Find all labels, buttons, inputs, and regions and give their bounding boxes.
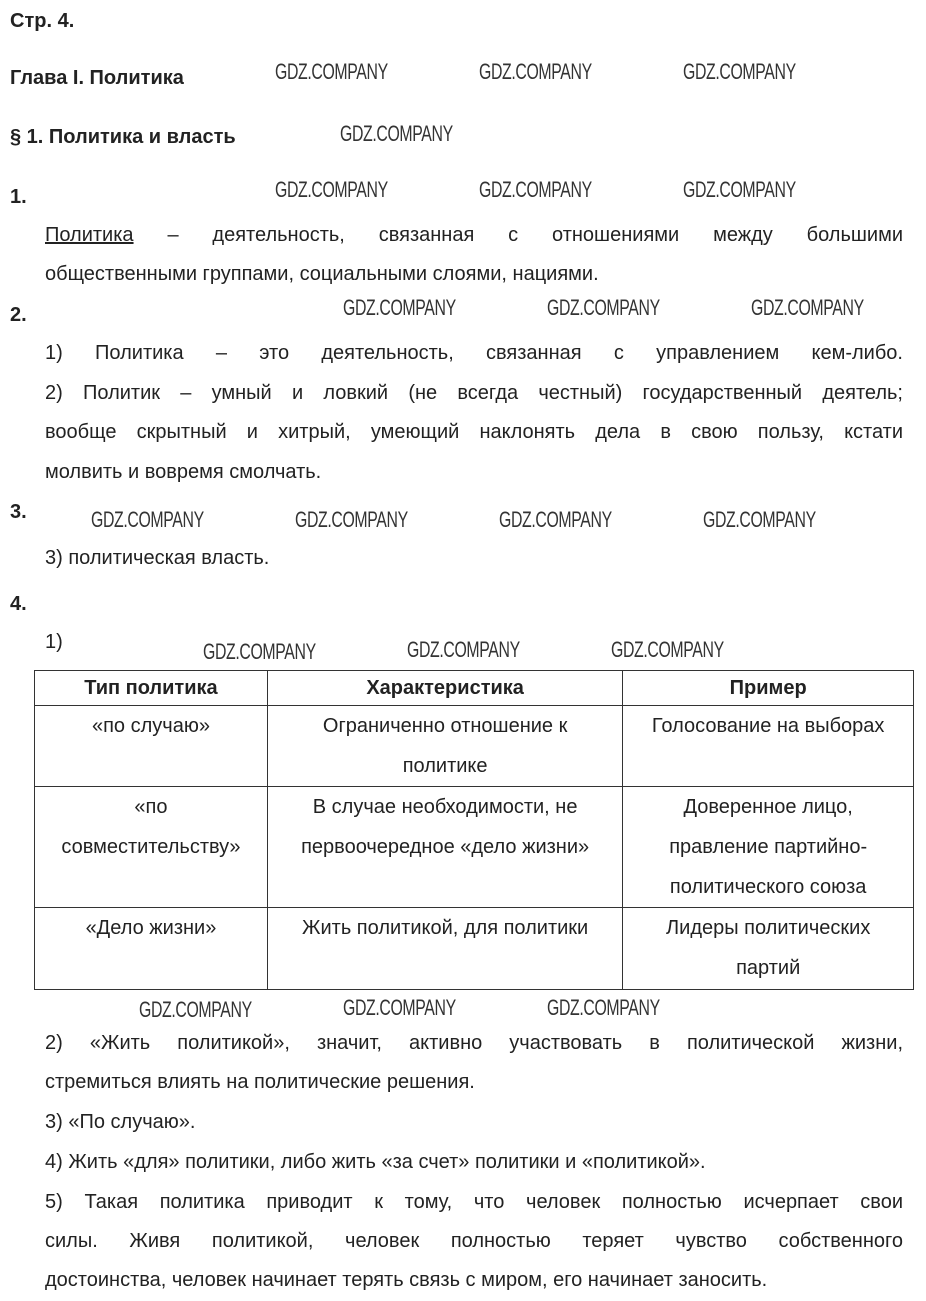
answer-4-line: 4) Жить «для» политики, либо жить «за счет» политики и «политикой». [45, 1151, 706, 1173]
watermark: GDZ.COMPANY [479, 177, 592, 202]
watermark: GDZ.COMPANY [703, 507, 816, 532]
answer-2-line: молвить и вовремя смолчать. [45, 461, 322, 483]
table-row [35, 787, 914, 908]
subanswer-1-label: 1) [45, 631, 63, 653]
table-row [35, 908, 914, 990]
answer-4-line: 2) «Жить политикой», значит, активно участвовать в политической жизни, [45, 1032, 903, 1054]
watermark: GDZ.COMPANY [295, 507, 408, 532]
watermark: GDZ.COMPANY [343, 295, 456, 320]
cell-example: Доверенное лицо, правление партийно-политического союза [623, 787, 914, 908]
watermark: GDZ.COMPANY [611, 637, 724, 662]
header-characteristic: Характеристика [267, 671, 622, 706]
answer-4-line: силы. Живя политикой, человек полностью теряет чувство собственного [45, 1230, 903, 1252]
watermark: GDZ.COMPANY [683, 177, 796, 202]
answer-3: 3) политическая власть. [45, 547, 270, 569]
question-4-number: 4. [10, 593, 27, 615]
cell-example: Голосование на выборах [623, 706, 914, 787]
answer-1-line: общественными группами, социальными слоями, нациями. [45, 263, 599, 285]
watermark: GDZ.COMPANY [547, 995, 660, 1020]
watermark: GDZ.COMPANY [751, 295, 864, 320]
watermark: GDZ.COMPANY [203, 639, 316, 664]
politician-types-table [34, 670, 914, 990]
cell-type: «по случаю» [35, 706, 268, 787]
answer-4-line: 5) Такая политика приводит к тому, что человек полностью исчерпает свои [45, 1191, 903, 1213]
answer-2-line: 1) Политика – это деятельность, связанная с управлением кем-либо. [45, 342, 903, 364]
watermark: GDZ.COMPANY [275, 177, 388, 202]
page-label: Стр. 4. [10, 10, 75, 32]
watermark: GDZ.COMPANY [343, 995, 456, 1020]
chapter-title: Глава I. Политика [10, 67, 184, 89]
answer-2-line: вообще скрытный и хитрый, умеющий наклонять дела в свою пользу, кстати [45, 421, 903, 443]
watermark: GDZ.COMPANY [683, 59, 796, 84]
cell-characteristic: Жить политикой, для политики [267, 908, 622, 990]
watermark: GDZ.COMPANY [340, 121, 453, 146]
watermark: GDZ.COMPANY [407, 637, 520, 662]
cell-type: «Дело жизни» [35, 908, 268, 990]
definition-text: – деятельность, связанная с отношениями между большими [167, 224, 904, 246]
answer-4-line: 3) «По случаю». [45, 1111, 196, 1133]
table-row [35, 706, 914, 787]
header-type: Тип политика [35, 671, 268, 706]
answer-4-line: стремиться влиять на политические решения. [45, 1071, 475, 1093]
watermark: GDZ.COMPANY [479, 59, 592, 84]
watermark: GDZ.COMPANY [275, 59, 388, 84]
cell-characteristic: В случае необходимости, не первоочередное «дело жизни» [267, 787, 622, 908]
answer-2-line: 2) Политик – умный и ловкий (не всегда честный) государственный деятель; [45, 382, 903, 404]
cell-example: Лидеры политических партий [623, 908, 914, 990]
watermark: GDZ.COMPANY [91, 507, 204, 532]
watermark: GDZ.COMPANY [547, 295, 660, 320]
header-example: Пример [623, 671, 914, 706]
cell-characteristic: Ограниченно отношение к политике [267, 706, 622, 787]
term: Политика [45, 224, 134, 246]
section-title: § 1. Политика и власть [10, 126, 236, 148]
watermark: GDZ.COMPANY [139, 997, 252, 1022]
cell-type: «по совместительству» [35, 787, 268, 908]
watermark: GDZ.COMPANY [499, 507, 612, 532]
table-header-row [35, 671, 914, 706]
question-2-number: 2. [10, 304, 27, 326]
question-3-number: 3. [10, 501, 27, 523]
answer-4-line: достоинства, человек начинает терять связь с миром, его начинает заносить. [45, 1269, 768, 1291]
answer-1-line [45, 223, 903, 247]
question-1-number: 1. [10, 186, 27, 208]
